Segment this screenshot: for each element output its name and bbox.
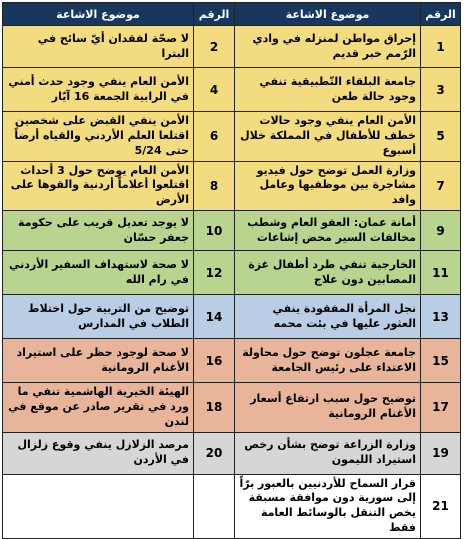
rumor-number-left: 18 <box>194 383 235 433</box>
table-row <box>3 211 461 251</box>
rumor-topic-right: جامعة عجلون توضح حول محاولة الاعتداء على رئيس الجامعة <box>235 339 421 383</box>
header-num-right: الرقم <box>421 3 461 26</box>
rumor-number-left: 16 <box>194 339 235 383</box>
rumor-topic-right: إحراق مواطن لمنزله في وادي الرّمم خبر قديم <box>235 26 421 68</box>
rumor-number-right: 19 <box>421 432 461 474</box>
rumor-topic-right: أمانة عمان: العفو العام وشطب مخالفات السير محض إشاعات <box>235 211 421 251</box>
rumor-topic-left <box>3 474 194 538</box>
header-num-left: الرقم <box>194 3 235 26</box>
rumor-topic-right: توضيح حول سبب ارتفاع أسعار الأغنام الرومانية <box>235 383 421 433</box>
rumor-number-right: 11 <box>421 251 461 295</box>
rumor-topic-left: الأمن العام ينفي وجود حدث أمني في الرابية الجمعة 16 آيّار <box>3 68 194 112</box>
table-row <box>3 112 461 162</box>
table-row <box>3 68 461 112</box>
table-row <box>3 474 461 538</box>
header-topic-left: موضوع الاشاعة <box>3 3 194 26</box>
rumor-topic-left: الهيئة الخيرية الهاشمية تنفي ما ورد في تقرير صادر عن موقع في لندن <box>3 383 194 433</box>
rumor-number-left: 2 <box>194 26 235 68</box>
rumor-topic-right: الأمن العام ينفي وجود حالات خطف للأطفال في المملكة خلال أسبوع <box>235 112 421 162</box>
rumors-table <box>2 2 461 539</box>
rumor-number-left: 12 <box>194 251 235 295</box>
rumor-number-left: 10 <box>194 211 235 251</box>
rumor-number-right: 5 <box>421 112 461 162</box>
header-topic-right: موضوع الاشاعة <box>235 3 421 26</box>
rumor-topic-right: قرار السماح للأردنيين بالعبور برّاً إلى سورية دون موافقة مسبقة يخص التنقل بالوسائط العامة فقط <box>235 474 421 538</box>
rumor-number-right: 9 <box>421 211 461 251</box>
rumor-topic-left: الأمن ينفي القبض على شخصين اقتلعا العلم الأردني والقياه أرضاً حتى 5/24 <box>3 112 194 162</box>
rumor-topic-left: لا يوجد تعديل قريب على حكومة جعفر حسّان <box>3 211 194 251</box>
table-row <box>3 383 461 433</box>
rumor-number-left: 20 <box>194 432 235 474</box>
rumor-number-left: 8 <box>194 161 235 211</box>
table-row <box>3 295 461 339</box>
table-row <box>3 339 461 383</box>
rumor-number-right: 21 <box>421 474 461 538</box>
rumor-topic-right: الخارجية تنفي طرد أطفال غزة المصابين دون علاج <box>235 251 421 295</box>
rumor-number-left: 14 <box>194 295 235 339</box>
rumor-number-right: 17 <box>421 383 461 433</box>
table-header-row <box>3 3 461 26</box>
rumor-topic-left: لا صحّة لفقدان أيّ سائح في البترا <box>3 26 194 68</box>
rumor-number-left <box>194 474 235 538</box>
rumor-number-right: 13 <box>421 295 461 339</box>
rumor-topic-left: لا صحة لاستهداف السفير الأردني في رام الله <box>3 251 194 295</box>
rumor-topic-left: الأمن العام يوضح حول 3 أحداث اقتلعوا أعلاماً أردنية والقوها على الأرض <box>3 161 194 211</box>
rumor-number-right: 15 <box>421 339 461 383</box>
rumor-topic-right: وزارة العمل توضح حول فيديو مشاجرة بين موظفيها وعامل وافد <box>235 161 421 211</box>
rumor-topic-right: جامعة البلقاء التّطبيقية تنفي وجود حالة طعن <box>235 68 421 112</box>
rumors-table-container <box>2 2 460 535</box>
rumor-topic-left: لا صحة لوجود حظر على استيراد الأغنام الرومانية <box>3 339 194 383</box>
rumor-number-left: 4 <box>194 68 235 112</box>
rumor-topic-left: مرصد الزلازل ينفي وقوع زلزال في الأردن <box>3 432 194 474</box>
rumor-topic-right: وزارة الزراعة توضح بشأن رخص استيراد الليمون <box>235 432 421 474</box>
table-row <box>3 251 461 295</box>
table-row <box>3 432 461 474</box>
rumor-number-right: 1 <box>421 26 461 68</box>
rumor-number-right: 3 <box>421 68 461 112</box>
rumor-topic-left: توضيح من التربية حول اختلاط الطلاب في المدارس <box>3 295 194 339</box>
table-row <box>3 26 461 68</box>
table-row <box>3 161 461 211</box>
rumor-topic-right: نجل المرأة المفقودة ينفي العثور عليها في بئت محمه <box>235 295 421 339</box>
rumor-number-right: 7 <box>421 161 461 211</box>
rumor-number-left: 6 <box>194 112 235 162</box>
